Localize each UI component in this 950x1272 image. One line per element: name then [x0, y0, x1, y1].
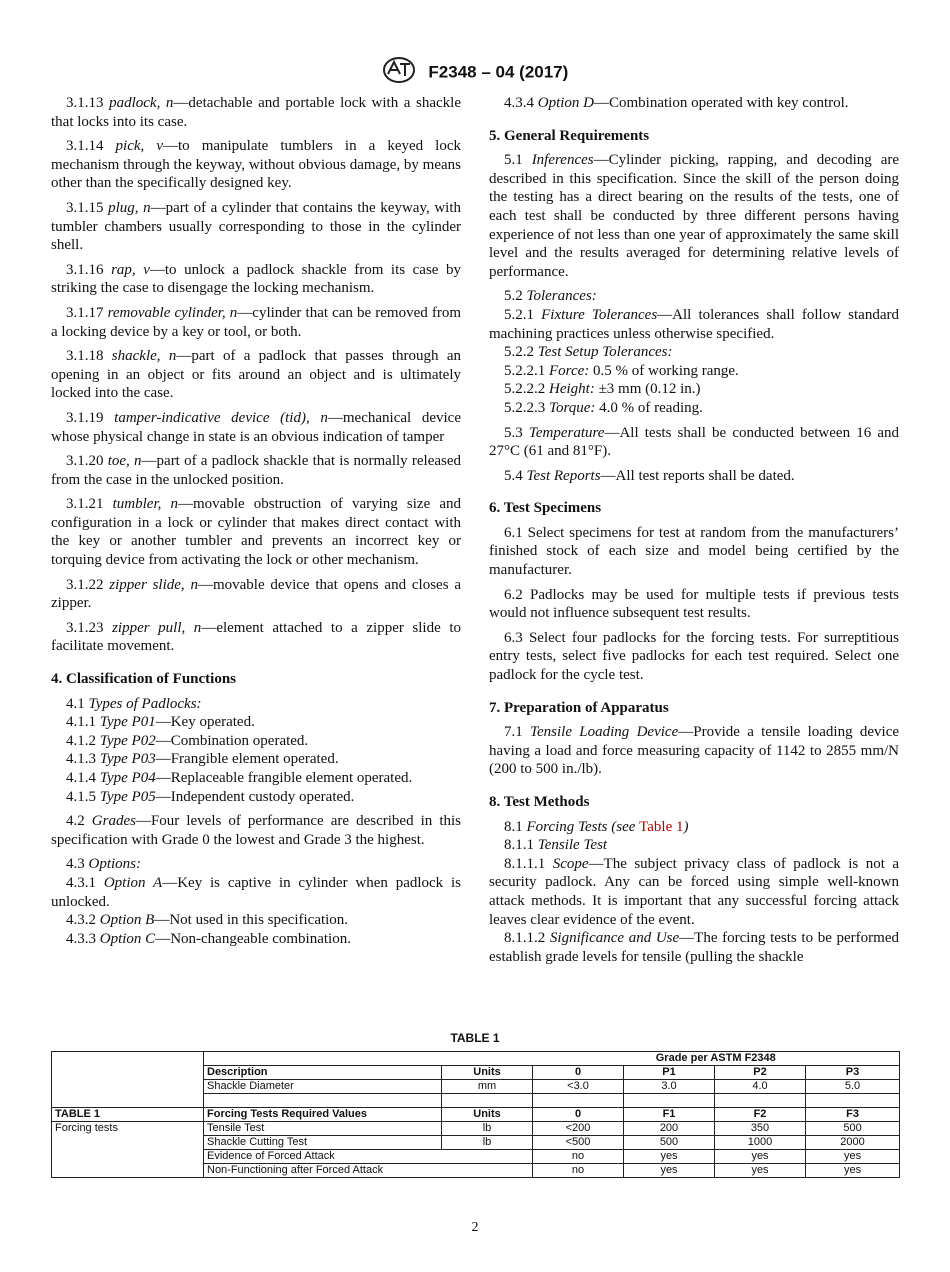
table-caption: TABLE 1: [450, 1031, 500, 1045]
para-8-1-1-1: 8.1.1.1 Scope—The subject privacy class of padlock is not a security padlock. Any can be forced using simple well-known attack methods. It is important that any successful forcing attack leaves clear evidence of the event.: [489, 855, 899, 928]
para-5-4: 5.4 Test Reports—All test reports shall be dated.: [504, 467, 795, 484]
section-heading-6: 6. Test Specimens: [489, 500, 602, 517]
para-5-2-1: 5.2.1 Fixture Tolerances—All tolerances shall follow standard machining practices unless otherwise specified.: [489, 306, 899, 342]
para-4-2: 4.2 Grades—Four levels of performance are described in this specification with Grade 0 the lowest and Grade 3 the highest.: [51, 813, 461, 848]
type-item: 4.1.1 Type P01—Key operated.: [66, 714, 255, 731]
para-7-1: 7.1 Tensile Loading Device—Provide a tensile loading device having a load and force measuring capacity of 1142 to 2855 mm/N (200 to 500 in./lb).: [489, 724, 900, 778]
option-item: 4.3.2 Option B—Not used in this specification.: [66, 912, 349, 929]
table-row: Forcing tests Tensile Test lb <200 200 350 500: [52, 1122, 900, 1136]
astm-logo-icon: [382, 56, 416, 89]
table-row: [52, 1052, 900, 1066]
table-1-link[interactable]: Table 1: [639, 818, 684, 835]
left-column: [51, 94, 461, 948]
table-row: Description Units 0 P1 P2 P3: [52, 1066, 900, 1080]
group-label: Forcing tests: [52, 1122, 204, 1136]
option-item: 4.3.3 Option C—Non-changeable combination.: [66, 930, 351, 947]
type-item: 4.1.5 Type P05—Independent custody operated.: [66, 788, 355, 805]
page-header: [0, 56, 950, 89]
table-spacer-row: [52, 1094, 900, 1108]
table-row: Non-Functioning after Forced Attack no yes yes yes: [52, 1164, 900, 1178]
para-5-2-2: 5.2.2 Test Setup Tolerances:: [504, 344, 673, 361]
para-5-2: 5.2 Tolerances:: [504, 288, 597, 305]
definition-paragraph: 3.1.22 zipper slide, n—movable device that opens and closes a zipper.: [51, 576, 461, 612]
para-4-3: 4.3 Options:: [66, 856, 141, 873]
para-4-3-4: 4.3.4 Option D—Combination operated with key control.: [504, 95, 849, 111]
table-row: TABLE 1 Forcing Tests Required Values Units 0 F1 F2 F3: [52, 1108, 900, 1122]
option-item: 4.3.1 Option A—Key is captive in cylinder when padlock is unlocked.: [51, 874, 461, 910]
table-1: [51, 1031, 899, 1178]
type-item: 4.1.2 Type P02—Combination operated.: [66, 732, 309, 749]
table-row: Evidence of Forced Attack no yes yes yes: [52, 1150, 900, 1164]
definition-paragraph: 3.1.13 padlock, n—detachable and portable lock with a shackle that locks into its case.: [51, 95, 462, 130]
para-8-1-1: 8.1.1 Tensile Test: [504, 837, 608, 854]
table-row: Shackle Diameter mm <3.0 3.0 4.0 5.0: [52, 1080, 900, 1094]
definition-paragraph: 3.1.15 plug, n—part of a cylinder that contains the keyway, with tumbler chambers usually corresponding to those in the cylinder shell.: [51, 199, 462, 254]
definition-paragraph: 3.1.20 toe, n—part of a padlock shackle that is normally released from the case in the unlocked position.: [51, 453, 462, 488]
type-item: 4.1.3 Type P03—Frangible element operated.: [66, 751, 339, 768]
para-6-3: 6.3 Select four padlocks for the forcing tests. For surreptitious entry tests, select five padlocks for each test required. Select one padlock for the cycle test.: [489, 629, 899, 684]
para-5-2-2-2: 5.2.2.2 Height: ±3 mm (0.12 in.): [504, 381, 701, 398]
grade-header: Grade per ASTM F2348: [655, 1052, 776, 1064]
definition-paragraph: 3.1.21 tumbler, n—movable obstruction of varying size and configuration in a lock or cylinder that makes direct contact with the key or another tumbler and prevents an incorrect key or torquing device from activating the lock or other mechanism.: [51, 496, 462, 569]
section-heading-5: 5. General Requirements: [489, 127, 650, 144]
para-6-1: 6.1 Select specimens for test at random from the manufacturers’ finished stock of each size and model being certified by the manufacturer.: [489, 524, 899, 579]
definition-paragraph: 3.1.14 pick, v—to manipulate tumblers in a keyed lock mechanism through the keyway, without obvious damage, by means other than the specifically designed key.: [51, 138, 461, 192]
para-8-1-1-2: 8.1.1.2 Significance and Use—The forcing tests to be performed establish grade levels for tensile (pulling the shackle: [489, 930, 899, 965]
para-5-2-2-3: 5.2.2.3 Torque: 4.0 % of reading.: [504, 399, 703, 416]
section-heading-7: 7. Preparation of Apparatus: [489, 699, 669, 716]
definition-paragraph: 3.1.19 tamper-indicative device (tid), n—mechanical device whose physical change in state is an obvious indication of tamper: [51, 409, 461, 445]
definition-paragraph: 3.1.23 zipper pull, n—element attached to a zipper slide to facilitate movement.: [51, 619, 461, 655]
para-5-1: 5.1 Inferences—Cylinder picking, rapping, and decoding are described in this specification. Since the skill of the person doing the testing has a direct bearing on the results of the tests, one of each test shall be conducted by three different persons having experience of not less than one year of approximately the same skill level and the results averaged for determining relative levels of performance.: [489, 152, 900, 280]
table-row: Shackle Cutting Test lb <500 500 1000 2000: [52, 1136, 900, 1150]
para-6-2: 6.2 Padlocks may be used for multiple tests if previous tests would not influence subsequent test results.: [489, 586, 899, 622]
standard-code: F2348 – 04 (2017): [428, 62, 569, 82]
definition-paragraph: 3.1.16 rap, v—to unlock a padlock shackle from its case by striking the case to disengage the locking mechanism.: [51, 261, 461, 297]
right-column: [489, 94, 899, 966]
para-5-2-2-1: 5.2.2.1 Force: 0.5 % of working range.: [504, 362, 739, 379]
requirements-table: [51, 1051, 900, 1178]
para-4-1: 4.1 Types of Padlocks:: [66, 695, 202, 712]
section-heading-4: 4. Classification of Functions: [51, 671, 237, 688]
definition-paragraph: 3.1.18 shackle, n—part of a padlock that passes through an opening in an object or fits around an object and is ultimately locked into the case.: [51, 348, 461, 402]
page-number: 2: [471, 1220, 479, 1235]
para-8-1: 8.1 Forcing Tests (see Table 1): [504, 818, 689, 835]
para-5-3: 5.3 Temperature—All tests shall be conducted between 16 and 27°C (61 and 81°F).: [489, 424, 899, 460]
definition-paragraph: 3.1.17 removable cylinder, n—cylinder that can be removed from a locking device by a key or tool, or both.: [51, 304, 461, 340]
type-item: 4.1.4 Type P04—Replaceable frangible element operated.: [66, 770, 413, 786]
section-heading-8: 8. Test Methods: [489, 794, 590, 810]
